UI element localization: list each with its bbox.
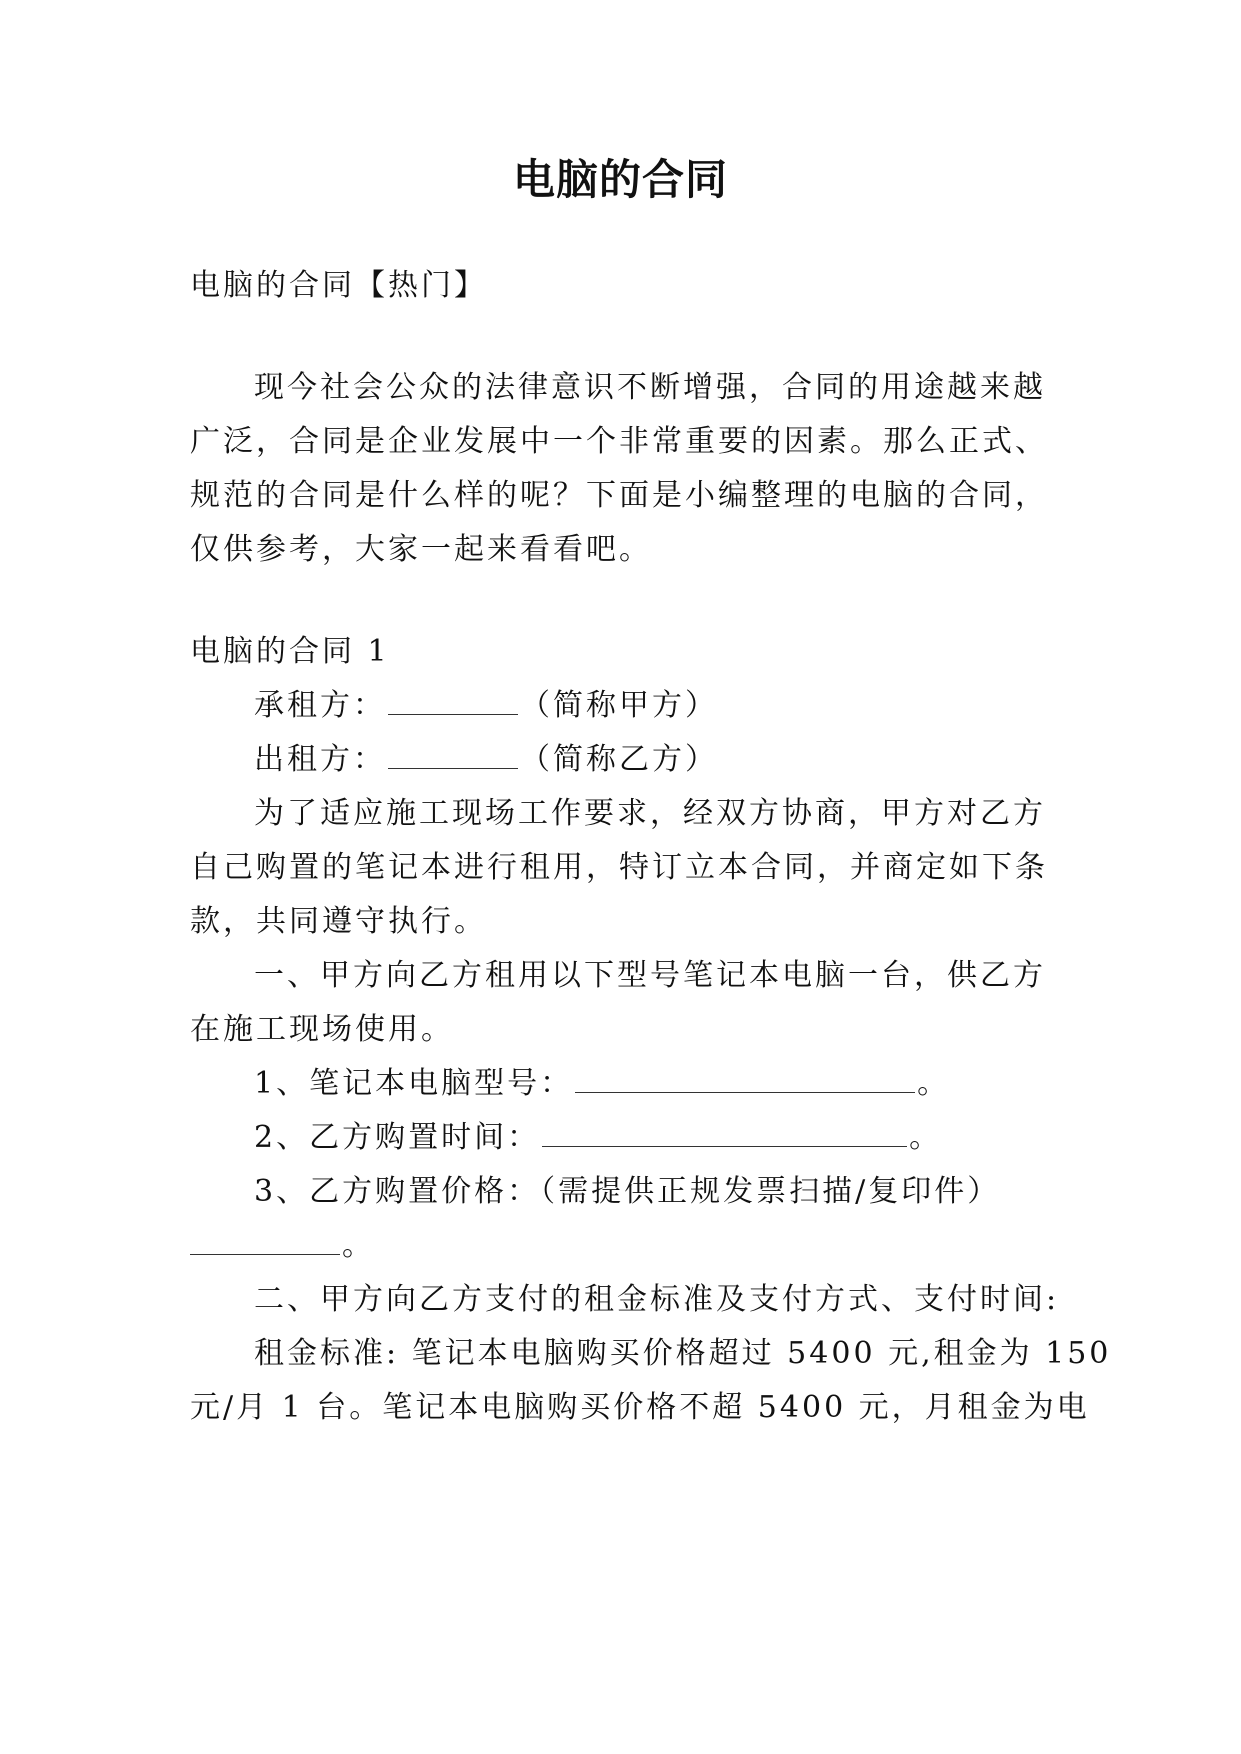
item2-blank xyxy=(542,1120,907,1147)
lessee-line xyxy=(254,686,718,726)
item3-blank-line xyxy=(190,1226,375,1266)
lessor-label: 出租方： xyxy=(254,742,386,777)
item1-blank xyxy=(575,1066,915,1093)
purpose-line-3: 款，共同遵守执行。 xyxy=(190,904,487,939)
rent-line-2: 元/月 1 台。笔记本电脑购买价格不超 5400 元，月租金为电 xyxy=(190,1390,1090,1425)
item3-end: 。 xyxy=(342,1228,375,1263)
clause1-line-1: 一、甲方向乙方租用以下型号笔记本电脑一台，供乙方 xyxy=(254,958,1046,993)
purpose-line-1: 为了适应施工现场工作要求，经双方协商，甲方对乙方 xyxy=(254,796,1046,831)
purpose-line-2: 自己购置的笔记本进行租用，特订立本合同，并商定如下条 xyxy=(190,850,1048,885)
intro-line-3: 规范的合同是什么样的呢？下面是小编整理的电脑的合同， xyxy=(190,478,1048,513)
lessee-blank xyxy=(388,688,518,715)
page-title: 电脑的合同 xyxy=(512,155,728,204)
intro-line-4: 仅供参考，大家一起来看看吧。 xyxy=(190,532,652,567)
item1-line xyxy=(254,1064,950,1104)
lessor-blank xyxy=(388,742,518,769)
intro-line-2: 广泛，合同是企业发展中一个非常重要的因素。那么正式、 xyxy=(190,424,1048,459)
item3-line: 3、乙方购置价格：（需提供正规发票扫描/复印件） xyxy=(254,1174,1001,1209)
item3-blank xyxy=(190,1228,340,1255)
lessor-suffix: （简称乙方） xyxy=(520,742,718,777)
item2-line xyxy=(254,1118,942,1158)
clause1-line-2: 在施工现场使用。 xyxy=(190,1012,454,1047)
rent-line-1: 租金标准: 笔记本电脑购买价格超过 5400 元,租金为 150 xyxy=(254,1336,1112,1371)
section-heading: 电脑的合同 1 xyxy=(190,634,390,669)
item2-end: 。 xyxy=(909,1120,943,1155)
lessee-suffix: （简称甲方） xyxy=(520,688,718,723)
item1-label: 1、笔记本电脑型号： xyxy=(254,1066,574,1101)
clause2-line: 二、甲方向乙方支付的租金标准及支付方式、支付时间: xyxy=(254,1282,1060,1317)
item1-end: 。 xyxy=(917,1066,951,1101)
lessor-line xyxy=(254,740,718,780)
lessee-label: 承租方： xyxy=(254,688,386,723)
intro-line-1: 现今社会公众的法律意识不断增强，合同的用途越来越 xyxy=(254,370,1046,405)
subtitle: 电脑的合同【热门】 xyxy=(190,268,487,303)
item2-label: 2、乙方购置时间： xyxy=(254,1120,541,1155)
